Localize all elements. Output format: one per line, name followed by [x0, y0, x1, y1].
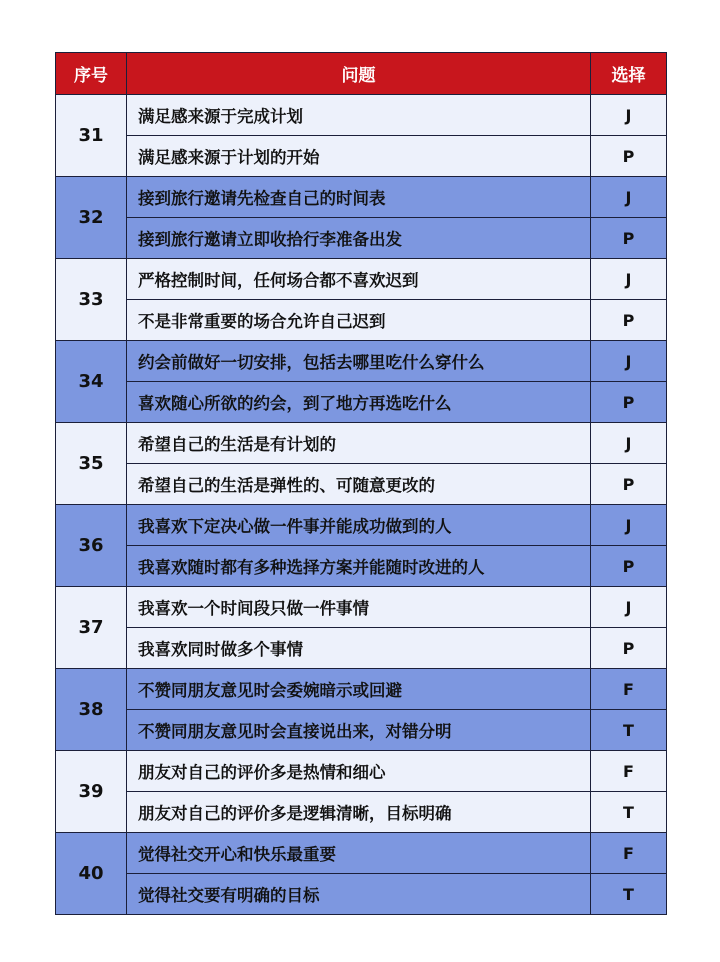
row-number: 33	[56, 259, 127, 340]
table-row	[56, 94, 666, 176]
choice-letter: P	[622, 228, 635, 248]
question-text: 我喜欢一个时间段只做一件事情	[127, 587, 591, 627]
row-number: 31	[56, 95, 127, 176]
question-text: 希望自己的生活是有计划的	[127, 423, 591, 463]
option-row	[127, 259, 666, 299]
choice-letter: P	[622, 638, 635, 658]
row-number: 32	[56, 177, 127, 258]
choice-letter: T	[623, 884, 634, 904]
row-options	[127, 751, 666, 832]
option-row	[127, 545, 666, 586]
row-options	[127, 341, 666, 422]
option-row	[127, 463, 666, 504]
question-text: 不赞同朋友意见时会委婉暗示或回避	[127, 669, 591, 709]
choice-letter: F	[623, 843, 634, 863]
choice-letter: F	[623, 679, 634, 699]
question-text: 我喜欢同时做多个事情	[127, 628, 591, 668]
choice-letter: J	[625, 515, 632, 535]
question-text: 喜欢随心所欲的约会，到了地方再选吃什么	[127, 382, 591, 422]
choice-letter: J	[625, 105, 632, 125]
row-number: 36	[56, 505, 127, 586]
table-header	[56, 53, 666, 94]
choice-letter: J	[625, 351, 632, 371]
header-number: 序号	[56, 53, 127, 94]
option-row	[127, 709, 666, 750]
choice-letter: P	[622, 392, 635, 412]
row-options	[127, 177, 666, 258]
option-row	[127, 423, 666, 463]
questionnaire-table	[55, 52, 667, 915]
question-text: 不是非常重要的场合允许自己迟到	[127, 300, 591, 340]
option-row	[127, 873, 666, 914]
question-text: 不赞同朋友意见时会直接说出来，对错分明	[127, 710, 591, 750]
question-text: 满足感来源于完成计划	[127, 95, 591, 135]
option-row	[127, 95, 666, 135]
option-row	[127, 669, 666, 709]
option-row	[127, 177, 666, 217]
row-number: 38	[56, 669, 127, 750]
choice-letter: F	[623, 761, 634, 781]
question-text: 我喜欢下定决心做一件事并能成功做到的人	[127, 505, 591, 545]
header-choice: 选择	[611, 66, 646, 86]
row-number: 39	[56, 751, 127, 832]
row-options	[127, 95, 666, 176]
row-number: 37	[56, 587, 127, 668]
choice-letter: J	[625, 269, 632, 289]
table-body	[56, 94, 666, 914]
question-text: 希望自己的生活是弹性的、可随意更改的	[127, 464, 591, 504]
choice-letter: P	[622, 310, 635, 330]
table-row	[56, 340, 666, 422]
option-row	[127, 381, 666, 422]
row-options	[127, 833, 666, 914]
row-options	[127, 587, 666, 668]
question-text: 严格控制时间，任何场合都不喜欢迟到	[127, 259, 591, 299]
option-row	[127, 135, 666, 176]
choice-letter: T	[623, 720, 634, 740]
option-row	[127, 587, 666, 627]
choice-letter: P	[622, 474, 635, 494]
option-row	[127, 751, 666, 791]
option-row	[127, 341, 666, 381]
question-text: 觉得社交要有明确的目标	[127, 874, 591, 914]
row-options	[127, 423, 666, 504]
option-row	[127, 299, 666, 340]
header-question: 问题	[127, 53, 591, 94]
row-number: 40	[56, 833, 127, 914]
choice-letter: J	[625, 597, 632, 617]
table-row	[56, 504, 666, 586]
option-row	[127, 217, 666, 258]
question-text: 我喜欢随时都有多种选择方案并能随时改进的人	[127, 546, 591, 586]
choice-letter: T	[623, 802, 634, 822]
row-options	[127, 259, 666, 340]
option-row	[127, 627, 666, 668]
question-text: 朋友对自己的评价多是热情和细心	[127, 751, 591, 791]
question-text: 接到旅行邀请先检查自己的时间表	[127, 177, 591, 217]
choice-letter: J	[625, 433, 632, 453]
table-row	[56, 750, 666, 832]
choice-letter: J	[625, 187, 632, 207]
option-row	[127, 833, 666, 873]
question-text: 接到旅行邀请立即收拾行李准备出发	[127, 218, 591, 258]
table-row	[56, 668, 666, 750]
table-row	[56, 176, 666, 258]
row-options	[127, 669, 666, 750]
option-row	[127, 791, 666, 832]
table-row	[56, 422, 666, 504]
row-number: 34	[56, 341, 127, 422]
choice-letter: P	[622, 146, 635, 166]
table-row	[56, 258, 666, 340]
table-row	[56, 586, 666, 668]
row-number: 35	[56, 423, 127, 504]
question-text: 约会前做好一切安排，包括去哪里吃什么穿什么	[127, 341, 591, 381]
table-row	[56, 832, 666, 914]
row-options	[127, 505, 666, 586]
choice-letter: P	[622, 556, 635, 576]
option-row	[127, 505, 666, 545]
question-text: 满足感来源于计划的开始	[127, 136, 591, 176]
question-text: 朋友对自己的评价多是逻辑清晰，目标明确	[127, 792, 591, 832]
question-text: 觉得社交开心和快乐最重要	[127, 833, 591, 873]
